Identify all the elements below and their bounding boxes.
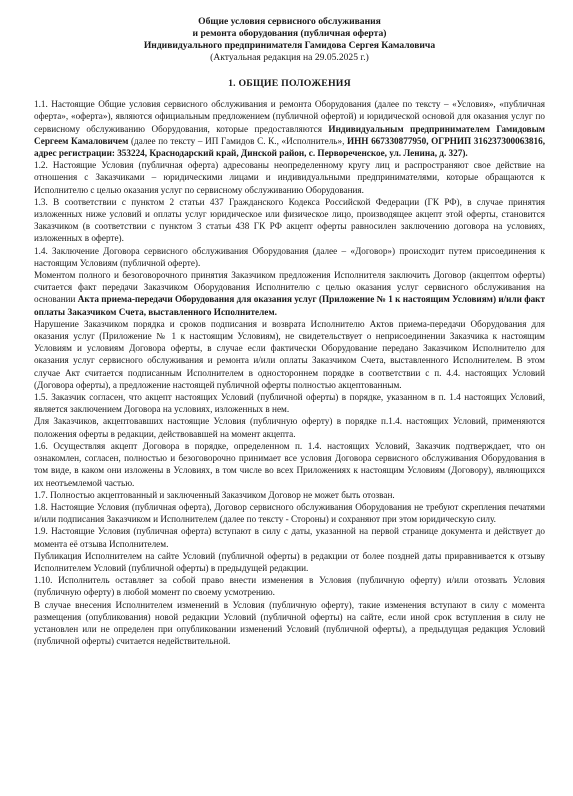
document-title xyxy=(34,16,545,64)
clause-1-1-aliases: (далее по тексту – ИП Гамидов С. К., «Исполнитель», xyxy=(128,135,348,146)
clause-1-2: 1.2. Настоящие Условия (публичная оферта) адресованы неопределенному кругу лиц и распространяют свое действие на отношения с Заказчиками – юридическими лицами и индивидуальными предпринимателями, которые обращаются к Исполнителю с целью оказания услуг по сервисному обслуживанию Оборудования. xyxy=(34,160,545,195)
clause-1-7: 1.7. Полностью акцептованный и заключенный Заказчиком Договор не может быть отозван. xyxy=(34,489,395,500)
title-line-1: Общие условия сервисного обслуживания xyxy=(198,16,381,27)
contractor-requisites: ИНН 667330877950, ОГРНИП 316237300063816, адрес регистрации: 353224, Краснодарский край, Динской район, с. Первореченское, ул. Ленина, д. 327). xyxy=(34,135,546,159)
edition-date: (Актуальная редакция на 29.05.2025 г.) xyxy=(210,52,369,63)
clause-1-5: 1.5. Заказчик согласен, что акцепт настоящих Условий (публичной оферты) в порядке, указанном в п. 1.4 настоящих Условий, является заключением Договора на условиях, изложенных в нем. xyxy=(34,392,545,415)
clause-1-9-note: Публикация Исполнителем на сайте Условий (публичной оферты) в редакции от более поздней даты приравнивается к отзыву Исполнителем Условий (публичной оферты) в предыдущей редакции. xyxy=(34,550,545,573)
clause-1-3: 1.3. В соответствии с пунктом 2 статьи 437 Гражданского Кодекса Российской Федерации (ГК РФ), в случае принятия изложенных ниже условий и оплаты услуг юридическое или физическое лицо, производящее акцепт этой оферты, становится Заказчиком (в соответствии с пунктом 3 статьи 438 ГК РФ акцепт оферты равносилен заключению договора на условиях, изложенных в оферте). xyxy=(34,196,545,244)
clause-1-1 xyxy=(34,98,545,159)
clause-1-10-note: В случае внесения Исполнителем изменений в Условия (публичную оферту), такие изменения вступают в силу с момента размещения (опубликования) новой редакции Условий (публичной оферты) на сайте, если иной срок вступления в силу не установлен или не определен при опубликовании изменений Условий (публичной оферты), а предыдущая редакция Условий (публичной оферты) считается недействительной. xyxy=(34,599,545,647)
clause-1-1-text: 1.1. Настоящие Общие условия сервисного обслуживания и ремонта Оборудования (далее по тексту – «Условия», «публичная оферта», «оферта»), являются официальным предложением (публичной офертой) и юридической основой для оказания услуг по сервисному обслуживанию Оборудования, которые предоставляются xyxy=(34,99,545,134)
section-heading: 1. ОБЩИЕ ПОЛОЖЕНИЯ xyxy=(228,78,351,89)
clause-1-4-acceptance-bold: Акта приема-передачи Оборудования для оказания услуг (Приложение № 1 к настоящим Условиям) и/или факт оплаты Заказчиком Счета, выставленного Исполнителем. xyxy=(34,294,545,317)
clause-1-4: 1.4. Заключение Договора сервисного обслуживания Оборудования (далее – «Договор») происходит путем присоединения к настоящим Условиям (публичной оферте). xyxy=(34,245,545,268)
clause-1-4-acceptance-text: Моментом полного и безоговорочного принятия Заказчиком предложения Исполнителя заключить Договор (акцептом оферты) считается факт передачи Заказчиком Оборудования Исполнителю с целью оказания услуг сервисного обслуживания на основании xyxy=(34,270,545,305)
clause-1-6: 1.6. Осуществляя акцепт Договора в порядке, определенном п. 1.4. настоящих Условий, Заказчик подтверждает, что он ознакомлен, согласен, полностью и безоговорочно принимает все условия Договора сервисного обслуживания Оборудования в том виде, в каком они изложены в Условиях, в том числе во всех Приложениях к настоящим Условиям (Договору), являющихся их неотъемлемой частью. xyxy=(34,440,545,488)
clause-1-5-note: Для Заказчиков, акцептовавших настоящие Условия (публичную оферту) в порядке п.1.4. настоящих Условий, применяются положения оферты в редакции, действовавшей на момент акцепта. xyxy=(34,416,545,439)
clause-1-4-violation: Нарушение Заказчиком порядка и сроков подписания и возврата Исполнителю Актов приема-передачи Оборудования для оказания услуг (Приложение № 1 к настоящим Условиям), не свидетельствует о неприсоединении Заказчика к настоящим Условиям и условиям Договора оферты, в случае если фактически Оборудование передано Заказчиком Исполнителю для оказания услуг сервисного обслуживания и ремонта и/или оплаты Заказчиком Счета, выставленного Исполнителем. В этом случае Акт считается подписанным Исполнителем в одностороннем порядке в соответствии с п. 4.4. настоящих Условий (Договора оферты), а предложение настоящей публичной оферты полностью акцептованным. xyxy=(34,318,545,390)
clause-1-8: 1.8. Настоящие Условия (публичная оферта), Договор сервисного обслуживания Оборудования не требуют скрепления печатями и/или подписания Заказчиком и Исполнителем (далее по тексту - Стороны) и сохраняют при этом юридическую силу. xyxy=(34,501,545,525)
clause-1-10: 1.10. Исполнитель оставляет за собой право внести изменения в Условия (публичную оферту) и/или отозвать Условия (публичную оферту) в любой момент по своему усмотрению. xyxy=(34,575,545,598)
clause-1-4-acceptance xyxy=(34,269,545,318)
title-line-2: и ремонта оборудования (публичная оферта) xyxy=(192,28,387,39)
clause-1-9: 1.9. Настоящие Условия (публичная оферта) вступают в силу с даты, указанной на первой странице документа и действует до момента её отзыва Исполнителем. xyxy=(34,526,545,549)
contractor-name: Индивидуальным предпринимателем Гамидовым Сергеем Камаловичем xyxy=(34,123,546,146)
title-line-3: Индивидуального предпринимателя Гамидова Сергея Камаловича xyxy=(143,40,436,51)
